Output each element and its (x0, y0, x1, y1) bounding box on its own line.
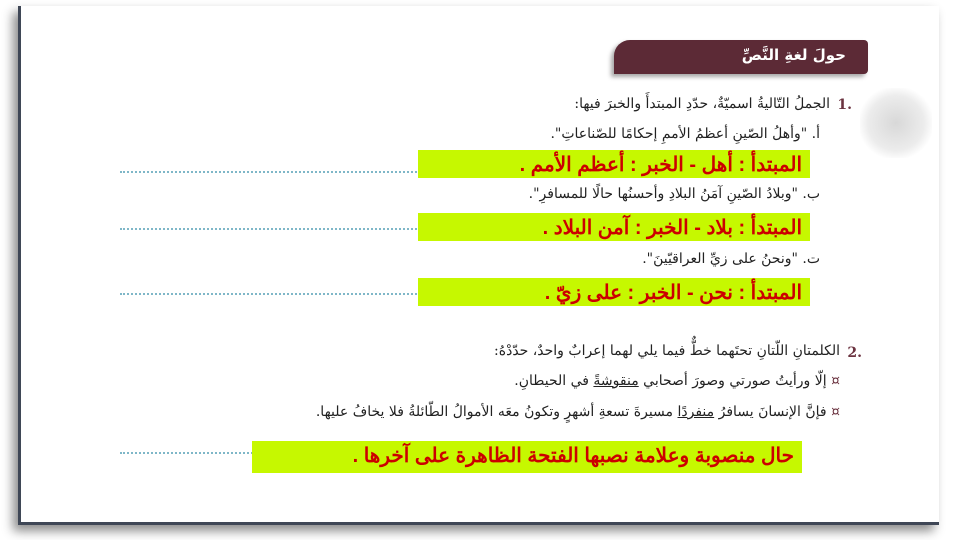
section-title: حولَ لغةِ النَّصِّ (741, 46, 846, 64)
bullet-icon: ¤ (831, 404, 840, 420)
answer-q2: حال منصوبة وعلامة نصبها الفتحة الظاهرة على آخرها . (252, 441, 802, 473)
q2-prompt: الكلمتانِ اللّتانِ تحتَهما خطٌّ فيما يلي لهما إعرابٌ واحدٌ، حدّدْهُ: (494, 343, 840, 359)
q1-item-b-text: ب. "وبلادُ الصّينِ آمَنُ البلادِ وأحسنُها حالًا للمسافرِ". (528, 186, 820, 202)
bullet-icon: ¤ (831, 373, 840, 389)
q1-item-t-text: ت. "ونحنُ على زيِّ العراقيّينَ". (642, 251, 820, 267)
answer-a: المبتدأ : أهل - الخبر : أعظم الأمم . (418, 150, 810, 178)
q1-item-a-text: أ. "وأهلُ الصّينِ أعظمُ الأممِ إحكامًا للصّناعاتِ". (550, 126, 820, 142)
answer-t: المبتدأ : نحن - الخبر : على زيّ . (418, 278, 810, 306)
section-title-tab (614, 40, 868, 74)
underlined-word-1: منقوشةً (593, 373, 639, 389)
q2-sentence-1: ¤ إلّا ورأيتُ صورتي وصورَ أصحابي منقوشةً في الحيطانِ. (514, 373, 840, 389)
answer-b: المبتدأ : بلاد - الخبر : آمن البلاد . (418, 213, 810, 241)
answer-line-a (120, 171, 420, 173)
q2-number: .2 (847, 345, 862, 361)
gray-smudge (860, 88, 932, 158)
q1-prompt: الجملُ التّاليةُ اسميّةٌ، حدّدِ المبتدأَ والخبرَ فيها: (574, 96, 830, 112)
q2-sentence-2: ¤ فإنَّ الإنسانَ يسافرُ منفردًا مسيرةَ تسعةِ أشهرٍ وتكونُ معَه الأموالُ الطّائلةُ فلا يخافُ عليها. (315, 404, 840, 420)
answer-line-t (120, 293, 420, 295)
q1-number: .1 (837, 97, 852, 113)
underlined-word-2: منفردًا (677, 404, 715, 420)
answer-line-b (120, 228, 420, 230)
